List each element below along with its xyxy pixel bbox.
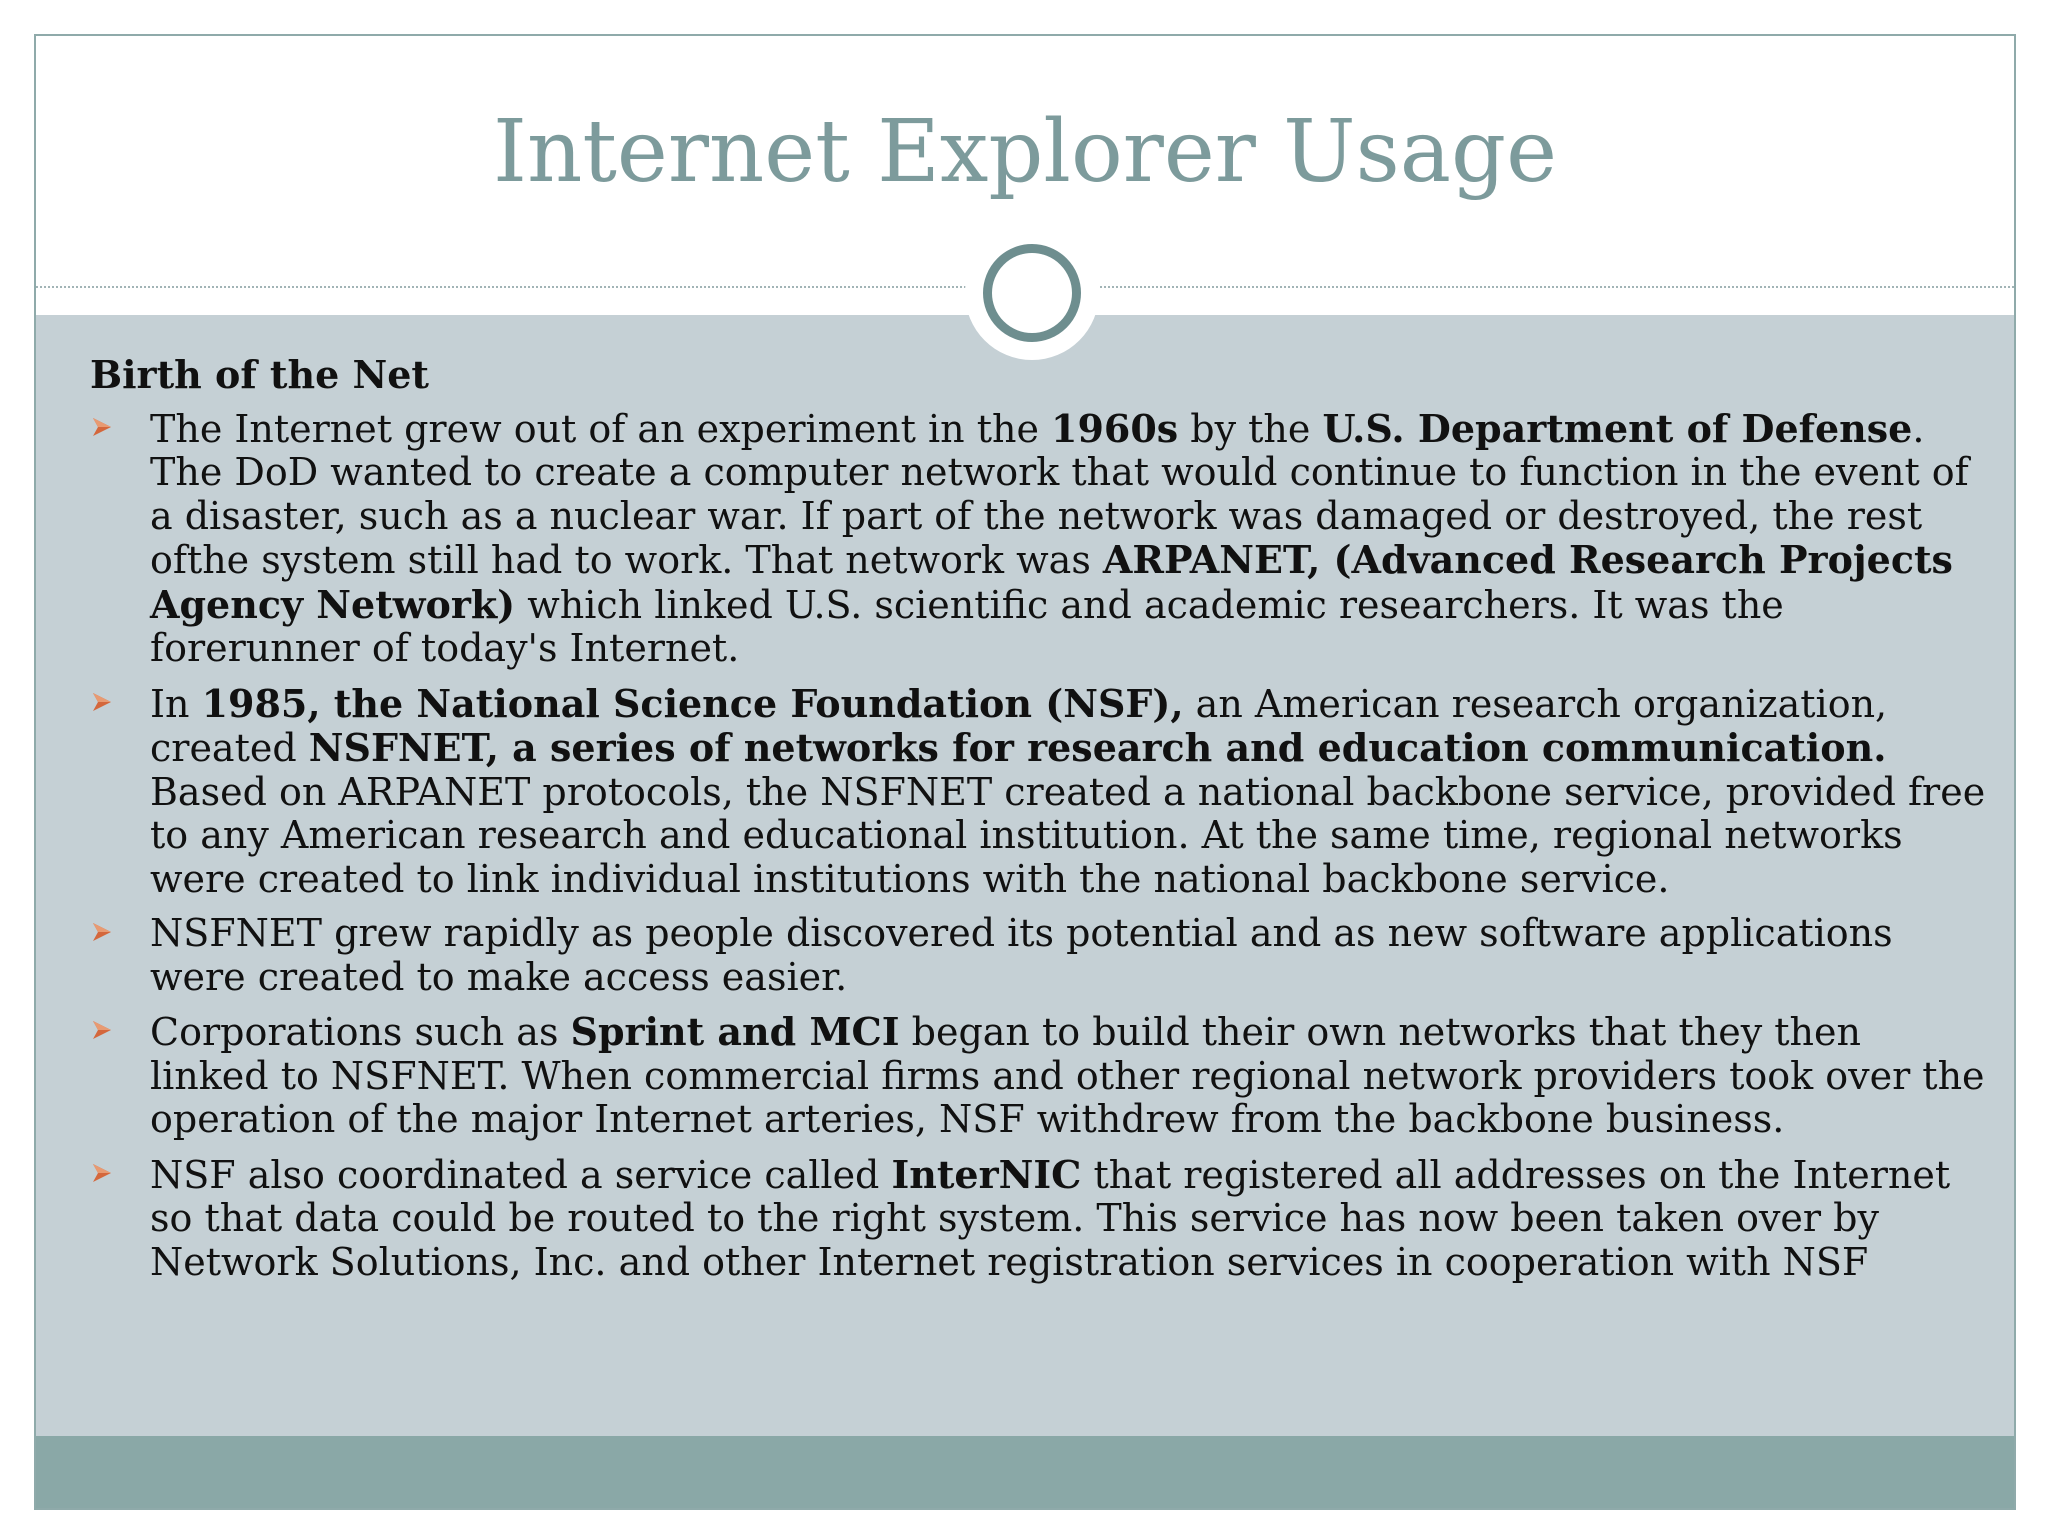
bullet-text-bold: 1985, the National Science Foundation (NSF), <box>201 680 1184 726</box>
bullet-text-bold: Sprint and MCI <box>570 1009 900 1054</box>
bullet-text-bold: U.S. Department of Defense <box>1322 405 1913 451</box>
arrow-right-icon <box>90 920 114 944</box>
bullet-text-bold: ARPANET, (Advanced Research Projects Agency Network) <box>150 537 1953 627</box>
bullet-text: In <box>150 681 202 726</box>
bullet-item <box>90 1153 1990 1285</box>
bullet-text: NSF also coordinated a service called <box>150 1152 892 1197</box>
bullet-item <box>90 912 1990 999</box>
circle-ornament-icon <box>983 244 1081 342</box>
bullet-item <box>90 407 1990 671</box>
bullet-item <box>90 682 1990 902</box>
bullet-text: NSFNET grew rapidly as people discovered its potential and as new software applications were created to make access easier. <box>150 911 1893 999</box>
bullet-text: by the <box>1178 406 1323 451</box>
footer-band <box>36 1436 2014 1508</box>
bullet-list <box>90 407 1990 1285</box>
section-heading: Birth of the Net <box>90 352 429 397</box>
bullet-text-bold: InterNIC <box>891 1151 1082 1197</box>
bullet-text: . The DoD wanted to create a computer network that would continue to function in the event of a disaster, such as a nuclear war. If part of the network was damaged or destroyed, the rest ofthe system still had to work. That network was <box>150 406 1969 582</box>
arrow-right-icon <box>90 415 114 439</box>
slide-title: Internet Explorer Usage <box>493 102 1557 202</box>
bullet-text: that registered all addresses on the Internet so that data could be routed to the right system. This service has now been taken over by Network Solutions, Inc. and other Internet registration services in cooperation with NSF <box>150 1152 1951 1284</box>
bullet-text: an American research organization, created <box>150 681 1888 770</box>
arrow-right-icon <box>90 1161 114 1185</box>
arrow-right-icon <box>90 690 114 714</box>
bullet-text: Corporations such as <box>150 1010 571 1054</box>
bullet-text-bold: NSFNET, a series of networks for research and education communication. <box>308 725 1887 770</box>
bullet-text: which linked U.S. scientific and academic researchers. It was the forerunner of today's Internet. <box>150 582 1784 670</box>
slide-body <box>90 353 1990 1295</box>
bullet-text-bold: 1960s <box>1051 405 1179 451</box>
arrow-right-icon <box>90 1018 114 1042</box>
slide <box>34 34 2016 1510</box>
bullet-text: began to build their own networks that they then linked to NSFNET. When commercial firms and other regional network providers took over the operation of the major Internet arteries, NSF withdrew from the backbone business. <box>150 1010 1985 1141</box>
bullet-text: Based on ARPANET protocols, the NSFNET created a national backbone service, provided free to any American research and educational institution. At the same time, regional networks were created to link individual institutions with the national backbone service. <box>150 769 1986 901</box>
bullet-item <box>90 1010 1990 1142</box>
bullet-text: The Internet grew out of an experiment in the <box>150 406 1052 451</box>
